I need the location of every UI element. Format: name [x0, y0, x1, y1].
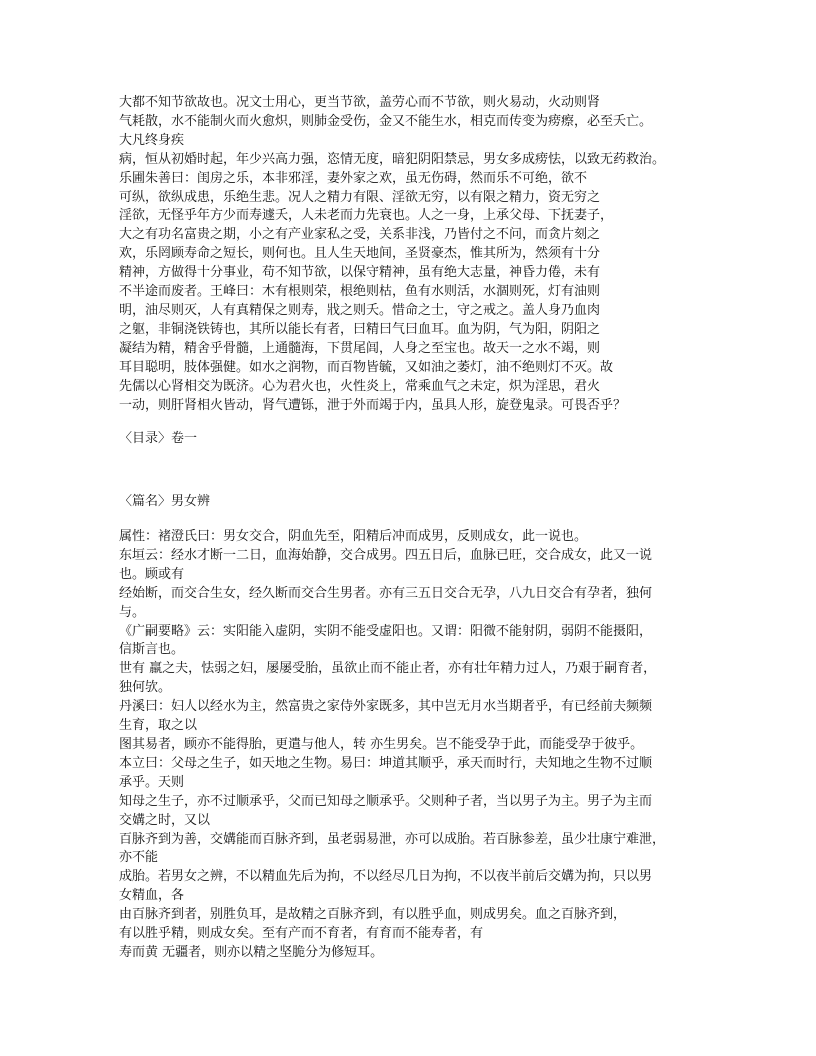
text-line: 气耗散，水不能制火而火愈炽，则肺金受伤，金又不能生水，相克而传变为痨瘵，必至夭亡。	[119, 113, 653, 129]
text-line: 大之有功名富贵之期，小之有产业家私之受，关系非浅，乃皆付之不问，而贪片刻之	[119, 227, 601, 243]
text-line: 世有 羸之夫，怯弱之妇，屡屡受胎，虽欲止而不能止者，亦有壮年精力过人，乃艰于嗣育者，	[119, 661, 657, 677]
text-line: 凝结为精，精舍乎骨髓，上通髓海，下贯尾闾，人身之至宝也。故天一之水不竭，则	[119, 340, 601, 356]
text-line: 承乎。天则	[119, 774, 185, 790]
text-line: 欢，乐罔顾寿命之短长，则何也。且人生天地间，圣贤豪杰，惟其所为，然须有十分	[119, 246, 601, 262]
text-line: 与。	[119, 604, 146, 620]
text-line: 百脉齐到为善，交媾能而百脉齐到，虽老弱易泄，亦可以成胎。若百脉参差，虽少壮康宁难泄，	[119, 831, 666, 847]
text-line: 知母之生子，亦不过顺承乎，父而已知母之顺承乎。父则种子者，当以男子为主。男子为主而	[119, 793, 653, 809]
chapter-title: 〈篇名〉男女辨	[119, 494, 211, 509]
text-line: 《广嗣要略》云：实阳能入虚阴，实阴不能受虚阳也。又谓：阳微不能射阴，弱阴不能摄阳，	[119, 623, 653, 639]
catalog-heading: 〈目录〉卷一	[119, 431, 198, 446]
text-line: 大凡终身疾	[119, 132, 185, 148]
text-line: 生育，取之以	[119, 718, 198, 734]
text-line: 信斯言也。	[119, 642, 185, 658]
text-line: 先儒以心肾相交为既济。心为君火也，火性炎上，常乘血气之未定，炽为淫思，君火	[119, 378, 601, 394]
text-line: 乐圃朱善曰：闺房之乐，本非邪淫，妻外家之欢，虽无伤碍，然而乐不可绝，欲不	[119, 170, 588, 186]
intro-text-block	[119, 94, 665, 415]
text-line: 明，油尽则灭，人有真精保之则寿，戕之则夭。惜命之士，守之戒之。盖人身乃血肉	[119, 302, 601, 318]
text-line: 女精血，各	[119, 888, 185, 904]
text-line: 图其易者，顾亦不能得胎，更遣与他人，转 亦生男矣。岂不能受孕于此，而能受孕于彼乎。	[119, 736, 644, 752]
text-line: 成胎。若男女之辨，不以精血先后为拘，不以经尽几日为拘，不以夜半前后交媾为拘，只以男	[119, 869, 653, 885]
text-line: 一动，则肝肾相火皆动，肾气遭铄，泄于外而竭于内，虽具人形，旋登鬼录。可畏否乎？	[119, 397, 627, 413]
text-line: 由百脉齐到者，别胜负耳，是故精之百脉齐到，有以胜乎血，则成男矣。血之百脉齐到，	[119, 907, 627, 923]
text-line: 亦不能	[119, 850, 159, 866]
text-line: 交媾之时，又以	[119, 812, 211, 828]
text-line: 丹溪曰：妇人以经水为主，然富贵之家侍外家既多，其中岂无月水当期者乎，有已经前夫频频	[119, 699, 653, 715]
text-line: 有以胜乎精，则成女矣。至有产而不育者，有育而不能寿者，有	[119, 926, 484, 942]
text-line: 东垣云：经水才断一二日，血海始静，交合成男。四五日后，血脉已旺，交合成女，此又一说	[119, 547, 653, 563]
text-line: 经始断，而交合生女，经久断而交合生男者。亦有三五日交合无孕，八九日交合有孕者，独何	[119, 585, 653, 601]
text-line: 独何欤。	[119, 680, 172, 696]
text-line: 大都不知节欲故也。况文士用心，更当节欲，盖劳心而不节欲，则火易动，火动则肾	[119, 95, 601, 110]
text-line: 本立曰：父母之生子，如天地之生物。易曰：坤道其顺乎，承天而时行，夫知地之生物不过顺	[119, 755, 653, 771]
text-line: 属性：褚澄氏曰：男女交合，阴血先至，阳精后冲而成男，反则成女，此一说也。	[119, 529, 588, 544]
text-line: 也。顾或有	[119, 566, 185, 582]
text-line: 不半途而废者。王峰曰：木有根则荣，根绝则枯，鱼有水则活，水涸则死，灯有油则	[119, 284, 601, 300]
text-line: 病，恒从初婚时起，年少兴高力强，恣情无度，暗犯阴阳禁忌，男女多成痨怯，以致无药救治。	[119, 151, 666, 167]
text-line: 可纵，欲纵成患，乐绝生悲。况人之精力有限、淫欲无穷，以有限之精力，资无穷之	[119, 189, 601, 205]
text-line: 精神，方做得十分事业，苟不知节欲，以保守精神，虽有绝大志量，神昏力倦，未有	[119, 265, 601, 281]
text-line: 寿而黄 无疆者，则亦以精之坚脆分为修短耳。	[119, 944, 384, 960]
text-line: 淫欲，无怪乎年方少而寿遽夭，人未老而力先衰也。人之一身，上承父母、下抚妻子，	[119, 208, 614, 224]
text-line: 之躯，非铜浇铁铸也，其所以能长有者，曰精曰气曰血耳。血为阴，气为阳，阴阳之	[119, 321, 601, 337]
main-text-block	[119, 528, 665, 963]
text-line: 耳目聪明，肢体强健。如水之润物，而百物皆毓，又如油之萎灯，油不绝则灯不灭。故	[119, 359, 614, 375]
